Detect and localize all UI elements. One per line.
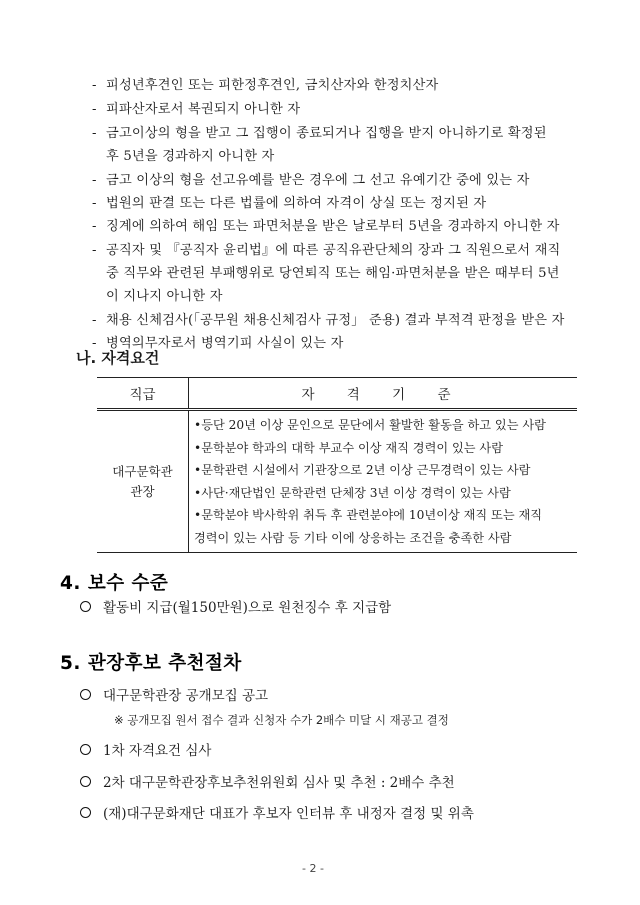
circle-bullet-icon [80,776,91,787]
criteria-item: •문학관련 시설에서 기관장으로 2년 이상 근무경력이 있는 사람 [194,463,531,477]
disqualification-item: - 법원의 판결 또는 다른 법률에 의하여 자격이 상실 또는 정지된 자 [92,196,487,211]
disqualification-item: - 징계에 의하여 해임 또는 파면처분을 받은 날로부터 5년을 경과하지 아니한 자 [92,219,560,234]
criteria-item: •문학분야 박사학위 취득 후 관련분야에 10년이상 재직 또는 재직 [194,508,543,522]
table-header-row [97,378,577,410]
disqualification-item: - 피파산자로서 복권되지 아니한 자 [92,102,301,117]
disqualification-item: - 피성년후견인 또는 피한정후견인, 금치산자와 한정치산자 [92,78,439,93]
disqualification-item: - 금고이상의 형을 받고 그 집행이 종료되거나 집행을 받지 아니하기로 확정된 [92,126,547,141]
section-5-item: 1차 자격요건 심사 [80,741,211,761]
disqualification-item-continued: 후 5년을 경과하지 아니한 자 [106,149,275,164]
section-4-heading: 4. 보수 수준 [60,573,169,594]
table-row [97,410,577,553]
criteria-item: •등단 20년 이상 문인으로 문단에서 활발한 활동을 하고 있는 사람 [194,418,546,432]
circle-bullet-icon [80,601,91,612]
circle-bullet-icon [80,744,91,755]
section-5-heading: 5. 관장후보 추천절차 [60,653,242,674]
criteria-item-continued: 경력이 있는 사람 등 기타 이에 상응하는 조건을 충족한 사람 [194,530,512,545]
position-cell: 대구문학관 관장 [97,410,189,553]
qualification-heading: 나. 자격요건 [76,349,160,367]
disqualification-item-continued: 이 지나지 아니한 자 [106,289,223,304]
header-position: 직급 [97,378,189,410]
criteria-item: •사단·재단법인 문학관련 단체장 3년 이상 경력이 있는 사람 [194,485,511,500]
disqualification-item: - 공직자 및 『공직자 윤리법』에 따른 공직유관단체의 장과 그 직원으로서 재직 [92,243,561,258]
section-5-note: ※ 공개모집 원서 접수 결과 신청자 수가 2배수 미달 시 재공고 결정 [114,713,449,727]
header-criteria: 자 격 기 준 [189,378,578,410]
qualification-table [97,377,577,553]
criteria-cell [189,410,578,553]
disqualification-item: - 병역의무자로서 병역기피 사실이 있는 자 [92,336,344,351]
circle-bullet-icon [80,807,91,818]
section-5-item: (재)대구문화재단 대표가 후보자 인터뷰 후 내정자 결정 및 위촉 [80,804,474,824]
section-5-item: 대구문학관장 공개모집 공고 [80,686,268,706]
disqualification-item-continued: 중 직무와 관련된 부패행위로 당연퇴직 또는 해임·파면처분을 받은 때부터 5년 [106,266,560,281]
circle-bullet-icon [80,689,91,700]
criteria-item: •문학분야 학과의 대학 부교수 이상 재직 경력이 있는 사람 [194,440,503,455]
disqualification-item: - 채용 신체검사(「공무원 채용신체검사 규정」 준용) 결과 부적격 판정을 받은 자 [92,313,565,328]
page-number: - 2 - [302,862,324,875]
section-4-item: 활동비 지급(월150만원)으로 원천징수 후 지급함 [80,598,391,618]
section-5-item: 2차 대구문학관장후보추천위원회 심사 및 추천 : 2배수 추천 [80,773,455,793]
disqualification-item: - 금고 이상의 형을 선고유예를 받은 경우에 그 선고 유예기간 중에 있는 자 [92,173,530,188]
